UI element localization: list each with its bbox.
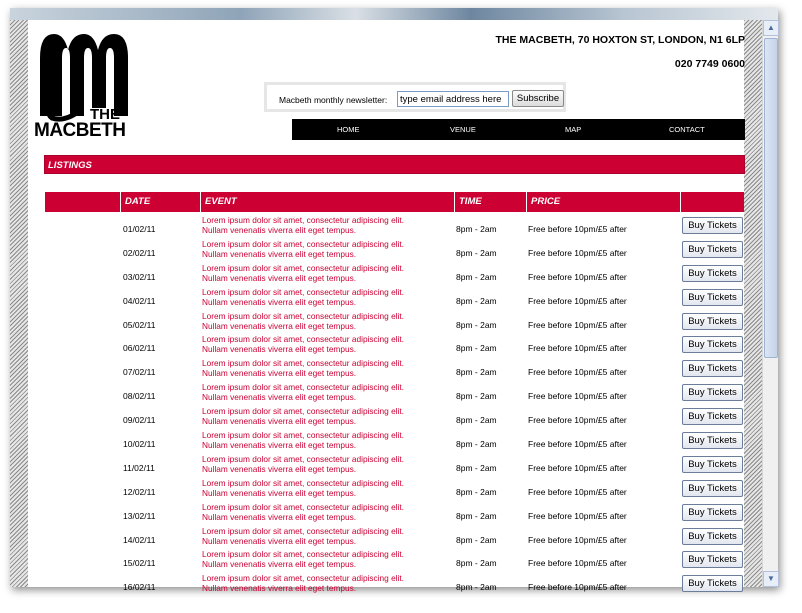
column-header-event: EVENT — [200, 192, 454, 212]
buy-tickets-button[interactable]: Buy Tickets — [682, 480, 743, 497]
buy-tickets-button[interactable]: Buy Tickets — [682, 241, 743, 258]
buy-tickets-button[interactable]: Buy Tickets — [682, 217, 743, 234]
column-header-price: PRICE — [526, 192, 680, 212]
row-event-line2: Nullam venenatis viverra elit eget tempus. — [202, 440, 357, 451]
background-strip — [10, 8, 778, 20]
main-nav — [292, 119, 745, 140]
row-date: 06/02/11 — [123, 343, 156, 354]
row-event-line2: Nullam venenatis viverra elit eget tempus. — [202, 535, 357, 546]
nav-item-venue[interactable]: VENUE — [450, 125, 476, 134]
chevron-up-icon[interactable]: ▲ — [763, 20, 779, 36]
row-event-line1: Lorem ipsum dolor sit amet, consectetur adipiscing elit. — [202, 358, 404, 369]
row-date: 10/02/11 — [123, 439, 156, 450]
browser-window — [10, 8, 778, 594]
row-event-line2: Nullam venenatis viverra elit eget tempus. — [202, 248, 357, 259]
vertical-scrollbar[interactable] — [762, 20, 778, 587]
row-time: 8pm - 2am — [456, 486, 497, 497]
buy-tickets-button[interactable]: Buy Tickets — [682, 575, 743, 592]
row-event[interactable] — [202, 311, 404, 331]
row-event[interactable] — [202, 215, 404, 235]
buy-tickets-button[interactable]: Buy Tickets — [682, 528, 743, 545]
row-date: 13/02/11 — [123, 510, 156, 521]
buy-tickets-button[interactable]: Buy Tickets — [682, 456, 743, 473]
row-event-line1: Lorem ipsum dolor sit amet, consectetur adipiscing elit. — [202, 406, 404, 417]
table-row — [45, 549, 744, 573]
row-event-line2: Nullam venenatis viverra elit eget tempus. — [202, 392, 357, 403]
row-date: 04/02/11 — [123, 295, 156, 306]
row-price: Free before 10pm/£5 after — [528, 271, 627, 282]
column-header-date: DATE — [120, 192, 200, 212]
row-event-line1: Lorem ipsum dolor sit amet, consectetur adipiscing elit. — [202, 215, 404, 225]
row-price: Free before 10pm/£5 after — [528, 247, 627, 258]
newsletter-email-input[interactable] — [397, 91, 509, 107]
row-price: Free before 10pm/£5 after — [528, 534, 627, 545]
right-hatch-border — [744, 20, 762, 587]
row-time: 8pm - 2am — [456, 319, 497, 330]
row-date: 11/02/11 — [123, 462, 155, 473]
row-time: 8pm - 2am — [456, 367, 497, 378]
row-event[interactable] — [202, 334, 404, 354]
venue-phone: 020 7749 0600 — [674, 58, 745, 70]
table-row — [45, 478, 744, 502]
row-time: 8pm - 2am — [456, 271, 497, 282]
row-price: Free before 10pm/£5 after — [528, 415, 627, 426]
nav-item-map[interactable]: MAP — [565, 125, 582, 134]
table-row — [45, 382, 744, 406]
row-event-line1: Lorem ipsum dolor sit amet, consectetur adipiscing elit. — [202, 477, 404, 488]
row-date: 05/02/11 — [123, 319, 156, 330]
row-event-line2: Nullam venenatis viverra elit eget tempus. — [202, 511, 357, 522]
listings-table-header — [45, 192, 744, 212]
buy-tickets-button[interactable]: Buy Tickets — [682, 313, 743, 330]
row-event[interactable] — [202, 263, 404, 283]
nav-item-contact[interactable]: CONTACT — [669, 125, 705, 134]
row-event-line1: Lorem ipsum dolor sit amet, consectetur adipiscing elit. — [202, 238, 404, 249]
row-event-line2: Nullam venenatis viverra elit eget tempus. — [202, 559, 357, 570]
row-event[interactable] — [202, 358, 404, 378]
row-event-line1: Lorem ipsum dolor sit amet, consectetur adipiscing elit. — [202, 501, 404, 512]
row-time: 8pm - 2am — [456, 558, 497, 569]
table-row — [45, 263, 744, 287]
row-event-line2: Nullam venenatis viverra elit eget tempus. — [202, 583, 357, 594]
row-event[interactable] — [202, 239, 404, 259]
row-price: Free before 10pm/£5 after — [528, 224, 627, 234]
table-row — [45, 502, 744, 526]
row-event-line2: Nullam venenatis viverra elit eget tempus. — [202, 296, 357, 307]
table-row — [45, 311, 744, 335]
row-date: 08/02/11 — [123, 391, 156, 402]
row-event-line1: Lorem ipsum dolor sit amet, consectetur adipiscing elit. — [202, 573, 404, 584]
table-row — [45, 573, 744, 597]
row-event-line1: Lorem ipsum dolor sit amet, consectetur adipiscing elit. — [202, 549, 404, 560]
row-event-line1: Lorem ipsum dolor sit amet, consectetur adipiscing elit. — [202, 286, 404, 297]
buy-tickets-button[interactable]: Buy Tickets — [682, 289, 743, 306]
row-price: Free before 10pm/£5 after — [528, 319, 627, 330]
row-event[interactable] — [202, 430, 404, 450]
table-row — [45, 287, 744, 311]
row-event-line2: Nullam venenatis viverra elit eget tempus. — [202, 368, 357, 379]
row-event-line2: Nullam venenatis viverra elit eget tempus. — [202, 487, 357, 498]
logo-name: MACBETH — [34, 120, 126, 141]
listings-table-body — [45, 215, 744, 597]
row-date: 14/02/11 — [123, 534, 156, 545]
row-time: 8pm - 2am — [456, 439, 497, 450]
buy-tickets-button[interactable]: Buy Tickets — [682, 408, 743, 425]
row-price: Free before 10pm/£5 after — [528, 582, 627, 593]
row-price: Free before 10pm/£5 after — [528, 462, 627, 473]
macbeth-logo[interactable] — [34, 28, 134, 141]
buy-tickets-button[interactable]: Buy Tickets — [682, 265, 743, 282]
listings-title: LISTINGS — [48, 160, 92, 171]
row-event-line2: Nullam venenatis viverra elit eget tempus. — [202, 344, 357, 355]
row-time: 8pm - 2am — [456, 510, 497, 521]
row-event-line1: Lorem ipsum dolor sit amet, consectetur adipiscing elit. — [202, 430, 404, 441]
page-content — [32, 20, 745, 594]
row-date: 12/02/11 — [123, 486, 156, 497]
newsletter-label: Macbeth monthly newsletter: — [279, 95, 388, 105]
row-event-line2: Nullam venenatis viverra elit eget tempus. — [202, 225, 357, 235]
venue-address: THE MACBETH, 70 HOXTON ST, LONDON, N1 6LP — [495, 34, 745, 46]
row-price: Free before 10pm/£5 after — [528, 367, 627, 378]
row-event[interactable] — [202, 287, 404, 307]
buy-tickets-button[interactable]: Buy Tickets — [682, 384, 743, 401]
row-time: 8pm - 2am — [456, 415, 497, 426]
row-event[interactable] — [202, 526, 404, 546]
chevron-down-icon[interactable]: ▼ — [763, 571, 779, 587]
table-row — [45, 430, 744, 454]
nav-item-home[interactable]: HOME — [337, 125, 360, 134]
logo-the: THE — [90, 106, 120, 123]
column-header-time: TIME — [454, 192, 526, 212]
row-time: 8pm - 2am — [456, 295, 497, 306]
row-price: Free before 10pm/£5 after — [528, 510, 627, 521]
subscribe-button[interactable]: Subscribe — [512, 90, 564, 107]
left-hatch-border — [10, 20, 28, 587]
row-event-line2: Nullam venenatis viverra elit eget tempus. — [202, 320, 357, 331]
row-event[interactable] — [202, 502, 404, 522]
row-event-line1: Lorem ipsum dolor sit amet, consectetur adipiscing elit. — [202, 310, 404, 321]
row-event-line2: Nullam venenatis viverra elit eget tempus. — [202, 463, 357, 474]
row-date: 07/02/11 — [123, 367, 156, 378]
table-row — [45, 406, 744, 430]
row-price: Free before 10pm/£5 after — [528, 558, 627, 569]
table-row — [45, 526, 744, 550]
row-date: 09/02/11 — [123, 415, 156, 426]
row-event[interactable] — [202, 382, 404, 402]
row-time: 8pm - 2am — [456, 391, 497, 402]
row-event[interactable] — [202, 573, 404, 593]
row-event[interactable] — [202, 454, 404, 474]
row-time: 8pm - 2am — [456, 462, 497, 473]
row-time: 8pm - 2am — [456, 224, 497, 234]
row-time: 8pm - 2am — [456, 534, 497, 545]
row-price: Free before 10pm/£5 after — [528, 439, 627, 450]
row-price: Free before 10pm/£5 after — [528, 391, 627, 402]
column-header-buy — [680, 192, 744, 212]
row-event-line2: Nullam venenatis viverra elit eget tempus. — [202, 272, 357, 283]
buy-tickets-button[interactable]: Buy Tickets — [682, 432, 743, 449]
row-price: Free before 10pm/£5 after — [528, 486, 627, 497]
table-row — [45, 239, 744, 263]
table-row — [45, 454, 744, 478]
table-row — [45, 334, 744, 358]
buy-tickets-button[interactable]: Buy Tickets — [682, 551, 743, 568]
table-row — [45, 358, 744, 382]
row-time: 8pm - 2am — [456, 247, 497, 258]
row-event-line1: Lorem ipsum dolor sit amet, consectetur adipiscing elit. — [202, 334, 404, 345]
newsletter-box — [264, 82, 566, 112]
row-date: 03/02/11 — [123, 271, 156, 282]
scrollbar-thumb[interactable] — [764, 38, 778, 358]
row-time: 8pm - 2am — [456, 343, 497, 354]
row-price: Free before 10pm/£5 after — [528, 343, 627, 354]
row-event-line1: Lorem ipsum dolor sit amet, consectetur adipiscing elit. — [202, 382, 404, 393]
table-row — [45, 215, 744, 239]
row-event-line1: Lorem ipsum dolor sit amet, consectetur adipiscing elit. — [202, 262, 404, 273]
row-date: 16/02/11 — [123, 582, 156, 593]
row-event[interactable] — [202, 549, 404, 569]
row-date: 01/02/11 — [123, 224, 156, 234]
row-event[interactable] — [202, 478, 404, 498]
row-date: 15/02/11 — [123, 558, 156, 569]
row-date: 02/02/11 — [123, 247, 156, 258]
row-event-line1: Lorem ipsum dolor sit amet, consectetur adipiscing elit. — [202, 453, 404, 464]
row-event-line2: Nullam venenatis viverra elit eget tempus. — [202, 416, 357, 427]
row-time: 8pm - 2am — [456, 582, 497, 593]
row-event-line1: Lorem ipsum dolor sit amet, consectetur adipiscing elit. — [202, 525, 404, 536]
buy-tickets-button[interactable]: Buy Tickets — [682, 360, 743, 377]
row-price: Free before 10pm/£5 after — [528, 295, 627, 306]
row-event[interactable] — [202, 406, 404, 426]
buy-tickets-button[interactable]: Buy Tickets — [682, 504, 743, 521]
buy-tickets-button[interactable]: Buy Tickets — [682, 336, 743, 353]
listings-header-bar — [44, 155, 745, 174]
